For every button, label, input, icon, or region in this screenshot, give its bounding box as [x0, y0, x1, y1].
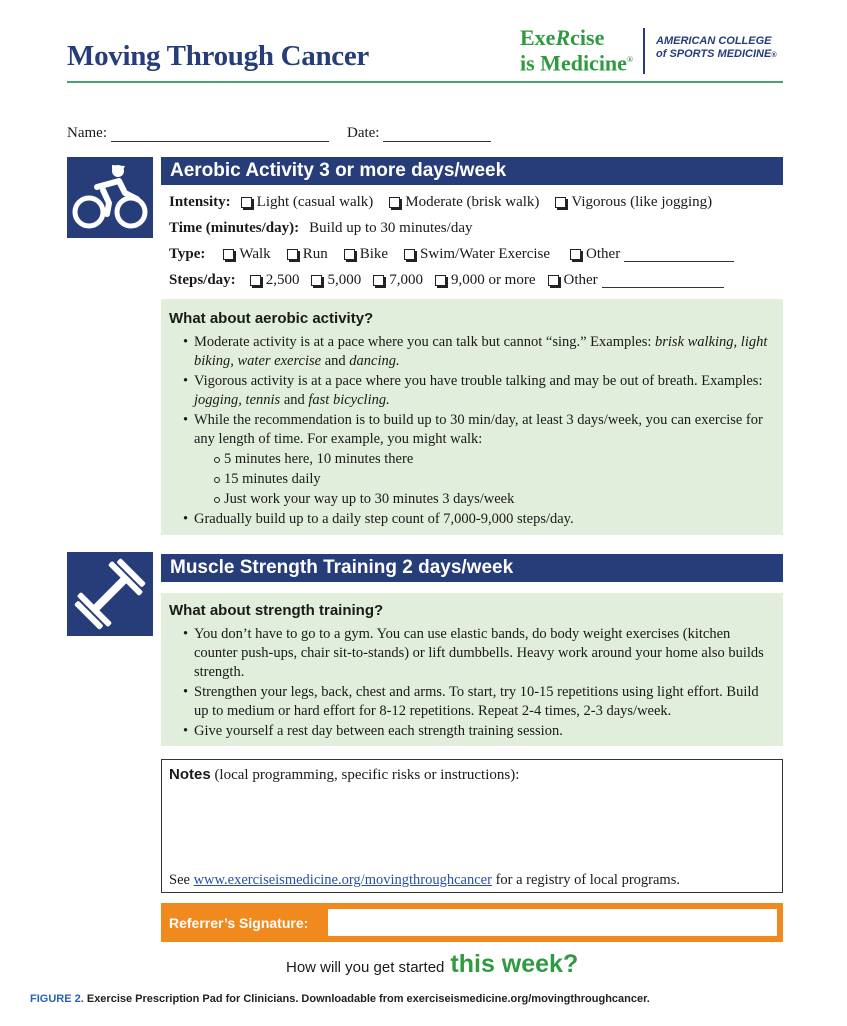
name-field[interactable] [111, 127, 329, 142]
list-item: • You don’t have to go to a gym. You can use elastic bands, do body weight exercises (kitchen counter push-ups, chair sit-to-stands) or lift dumbbells. Heavy work around your home also builds strength. [183, 625, 771, 682]
registry-link[interactable]: www.exerciseismedicine.org/movingthroughcancer [193, 872, 492, 888]
steps-7000-checkbox[interactable]: 7,000 [373, 272, 423, 289]
eim-word-a: Exe [520, 25, 556, 50]
name-label: Name: [67, 125, 107, 141]
aerobic-info-heading: What about aerobic activity? [169, 310, 374, 327]
type-label: Type: [169, 246, 206, 262]
figure-caption [30, 993, 650, 1005]
walk-examples [194, 450, 771, 509]
page-title: Moving Through Cancer [67, 40, 369, 72]
steps-other-field[interactable] [602, 274, 724, 288]
registry-line: See www.exerciseismedicine.org/movingthroughcancer for a registry of local programs. [169, 872, 680, 888]
eim-rx: R [555, 25, 571, 50]
strength-info-panel [161, 593, 783, 746]
list-item: • Moderate activity is at a pace where you can talk but cannot “sing.” Examples: brisk walking, light biking, water exercise and dancing. [183, 333, 771, 371]
time-label: Time (minutes/day): [169, 220, 300, 236]
signature-bar [161, 903, 783, 942]
aerobic-info-panel [161, 299, 783, 535]
acsm-logo [656, 35, 776, 62]
list-item: • Give yourself a rest day between each strength training session. [183, 722, 771, 741]
date-field[interactable] [383, 127, 491, 142]
type-other-field[interactable] [624, 248, 734, 262]
strength-info-heading: What about strength training? [169, 602, 384, 619]
type-swim-checkbox[interactable]: Swim/Water Exercise [404, 246, 550, 263]
notes-box[interactable] [161, 759, 783, 893]
steps-other-checkbox[interactable]: Other [548, 272, 598, 289]
type-other-checkbox[interactable]: Other [570, 246, 620, 263]
notes-label: Notes [169, 766, 211, 783]
aerobic-bullets [169, 333, 771, 529]
eim-line2: is Medicine [520, 50, 627, 76]
signature-label: Referrer’s Signature: [169, 915, 309, 931]
exercise-is-medicine-logo [520, 27, 633, 74]
strength-heading: Muscle Strength Training 2 days/week [161, 554, 783, 582]
steps-9000-checkbox[interactable]: 9,000 or more [435, 272, 536, 289]
intensity-row [169, 194, 728, 211]
notes-heading [169, 766, 519, 784]
caption-text: Exercise Prescription Pad for Clinicians. Downloadable from exerciseismedicine.org/movingthroughcancer. [83, 993, 650, 1005]
intensity-light-checkbox[interactable]: Light (casual walk) [241, 194, 374, 211]
signature-field[interactable] [328, 909, 777, 936]
time-value: Build up to 30 minutes/day [309, 220, 473, 236]
list-item: • Gradually build up to a daily step count of 7,000-9,000 steps/day. [183, 510, 771, 529]
type-run-checkbox[interactable]: Run [287, 246, 328, 263]
type-walk-checkbox[interactable]: Walk [223, 246, 270, 263]
sub-list-item: 5 minutes here, 10 minutes there [214, 450, 771, 469]
how-text: How will you get started [286, 959, 445, 976]
acsm-line2: of SPORTS MEDICINE [656, 48, 772, 60]
type-bike-checkbox[interactable]: Bike [344, 246, 388, 263]
notes-label-rest: (local programming, specific risks or instructions): [210, 767, 520, 783]
acsm-line1: AMERICAN COLLEGE [656, 35, 772, 47]
how-emphasis: this week? [450, 950, 579, 978]
list-item: • Vigorous activity is at a pace where you have trouble talking and may be out of breath. Examples: jogging, tennis and fast bicycling. [183, 372, 771, 410]
intensity-vigorous-checkbox[interactable]: Vigorous (like jogging) [555, 194, 712, 211]
steps-2500-checkbox[interactable]: 2,500 [250, 272, 300, 289]
type-row [169, 246, 734, 263]
cyclist-icon [67, 157, 153, 238]
intensity-label: Intensity: [169, 194, 231, 210]
eim-word-b: cise [570, 25, 605, 50]
time-row [169, 220, 472, 237]
eim-reg: ® [626, 55, 633, 64]
get-started-prompt [286, 950, 578, 979]
intensity-moderate-checkbox[interactable]: Moderate (brisk walk) [389, 194, 539, 211]
logo-divider [643, 28, 645, 74]
caption-label: FIGURE 2. [30, 993, 84, 1005]
acsm-reg: ® [771, 52, 777, 59]
list-item: • Strengthen your legs, back, chest and arms. To start, try 10-15 repetitions using light effort. Build up to medium or hard effort for 8-12 repetitions. Repeat 2-4 times, 2-3 days/week. [183, 683, 771, 721]
sub-list-item: Just work your way up to 30 minutes 3 days/week [214, 490, 771, 509]
header-rule [67, 81, 783, 83]
steps-row [169, 272, 724, 289]
strength-bullets [169, 625, 771, 741]
aerobic-heading: Aerobic Activity 3 or more days/week [161, 157, 783, 185]
date-label: Date: [346, 125, 380, 141]
steps-label: Steps/day: [169, 272, 236, 288]
dumbbell-icon [67, 552, 153, 636]
list-item: • While the recommendation is to build up to 30 min/day, at least 3 days/week, you can exercise for any length of time. For example, you might walk: 5 minutes here, 10 minutes there 15 minutes daily Just work your way up to 30 minutes 3 days/week [183, 411, 771, 509]
steps-5000-checkbox[interactable]: 5,000 [311, 272, 361, 289]
sub-list-item: 15 minutes daily [214, 470, 771, 489]
name-date-row [67, 125, 509, 142]
